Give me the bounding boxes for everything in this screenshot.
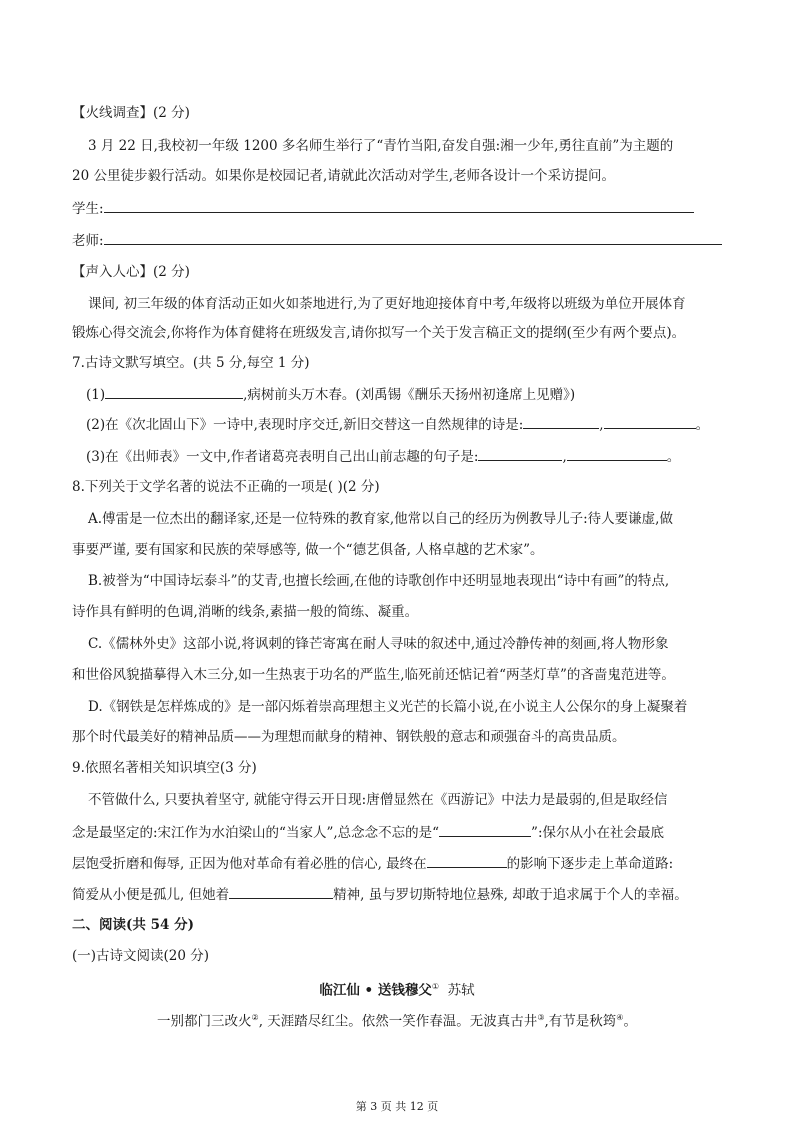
teacher-answer-row [72, 230, 724, 251]
q7-item2: (2)在《次北固山下》一诗中,表现时序交迁,新旧交替这一自然规律的诗是: , 。 [86, 414, 724, 435]
poem-title: 临江仙 • 送钱穆父 [319, 982, 432, 999]
q9-blank-1[interactable] [439, 822, 531, 837]
q7-blank-1[interactable] [105, 384, 243, 399]
poem-title-row [0, 977, 794, 1001]
q7-title: 7.古诗文默写填空。(共 5 分,每空 1 分) [72, 355, 310, 371]
q7-blank-5[interactable] [567, 446, 667, 461]
q9-line3: 层饱受折磨和侮辱, 正因为他对革命有着必胜的信心, 最终在 的影响下逐步走上革命道路: [72, 853, 724, 874]
fire-heading: 【火线调查】(2 分) [72, 105, 190, 121]
student-answer-blank[interactable] [104, 198, 694, 213]
reading-section-heading: 二、阅读(共 54 分) [72, 917, 194, 933]
q8-option-c-line1: C.《儒林外史》这部小说,将讽刺的锋芒寄寓在耐人寻味的叙述中,通过冷静传神的刻画,将人物形象 [88, 636, 669, 652]
q7-blank-3[interactable] [604, 414, 696, 429]
q7-item1: (1) ,病树前头万木春。(刘禹锡《酬乐天扬州初逢席上见赠》) [86, 384, 724, 405]
q8-option-a-line2: 事要严谨, 要有国家和民族的荣辱感等, 做一个“德艺俱备, 人格卓越的艺术家”。 [72, 542, 544, 558]
q7-blank-4[interactable] [478, 446, 562, 461]
q9-line1: 不管做什么, 只要执着坚守, 就能守得云开日现:唐僧显然在《西游记》中法力是最弱的,但是取经信 [88, 792, 668, 808]
q7-blank-2[interactable] [523, 414, 599, 429]
voice-paragraph-line2: 锻炼心得交流会,你将作为体育健将在班级发言,请你拟写一个关于发言稿正文的提纲(至少有两个要点)。 [72, 325, 686, 341]
fire-paragraph-line1: 3 月 22 日,我校初一年级 1200 多名师生举行了“青竹当阳,奋发自强:湘一少年,勇往直前”为主题的 [88, 138, 674, 154]
q9-line4: 简爱从小便是孤儿, 但她着 精神, 虽与罗切斯特地位悬殊, 却敢于追求属于个人的幸福。 [72, 884, 724, 905]
q9-title: 9.依照名著相关知识填空(3 分) [72, 760, 257, 776]
q8-option-b-line2: 诗作具有鲜明的色调,消晰的线条,素描一般的简练、凝重。 [72, 604, 419, 620]
poem-author: 苏轼 [447, 982, 475, 999]
q8-option-d-line1: D.《钢铁是怎样炼成的》是一部闪烁着崇高理想主义光芒的长篇小说,在小说主人公保尔的身上凝聚着 [88, 699, 688, 715]
student-label: 学生: [72, 201, 104, 217]
poem-footnote-marker: ① [431, 982, 440, 991]
q8-option-c-line2: 和世俗风貌描摹得入木三分,如一生热衷于功名的严监生,临死前还惦记着“两茎灯草”的吝啬鬼范进等。 [72, 667, 675, 683]
q7-item3: (3)在《出师表》一文中,作者诸葛亮表明自己出山前志趣的句子是: , 。 [86, 446, 724, 467]
voice-heading: 【声入人心】(2 分) [72, 264, 190, 280]
reading-subsection: (一)古诗文阅读(20 分) [72, 948, 210, 964]
q9-blank-3[interactable] [229, 884, 333, 899]
teacher-answer-blank[interactable] [104, 230, 722, 245]
poem-line: 一别都门三改火②, 天涯踏尽红尘。依然一笑作春温。无波真古井③,有节是秋筠④。 [157, 1013, 637, 1030]
q8-option-b-line1: B.被誉为“中国诗坛泰斗”的艾青,也擅长绘画,在他的诗歌创作中还明显地表现出“诗中有画”的特点, [88, 573, 670, 589]
teacher-label: 老师: [72, 233, 104, 249]
q9-blank-2[interactable] [427, 853, 507, 868]
q8-option-d-line2: 那个时代最美好的精神品质——为理想而献身的精神、钢铁般的意志和顽强奋斗的高贵品质。 [72, 729, 626, 745]
voice-paragraph-line1: 课间, 初三年级的体育活动正如火如荼地进行,为了更好地迎接体育中考,年级将以班级为单位开展体育 [88, 296, 686, 312]
q8-title: 8.下列关于文学名著的说法不正确的一项是( )(2 分) [72, 479, 380, 495]
student-answer-row [72, 198, 724, 219]
q8-option-a-line1: A.傅雷是一位杰出的翻译家,还是一位特殊的教育家,他常以自己的经历为例教导儿子:待人要谦虚,做 [88, 511, 673, 527]
page-footer: 第 3 页 共 12 页 [355, 1100, 439, 1113]
q9-line2: 念是最坚定的:宋江作为水泊梁山的“当家人”,总念念不忘的是“ ”:保尔从小在社会最底 [72, 822, 724, 843]
fire-paragraph-line2: 20 公里徒步毅行活动。如果你是校园记者,请就此次活动对学生,老师各设计一个采访提问。 [72, 168, 616, 184]
